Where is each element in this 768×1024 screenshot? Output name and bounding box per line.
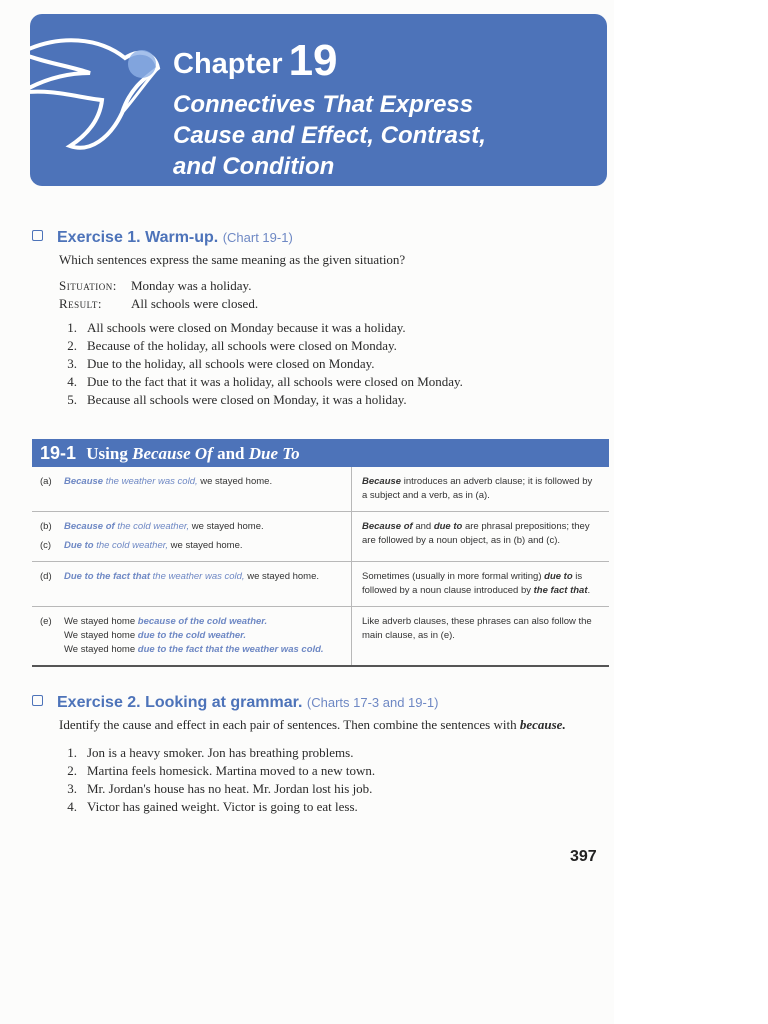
item-number: 2.	[67, 763, 77, 778]
chart-title-mid: and	[217, 444, 245, 463]
exercise-2	[32, 694, 614, 816]
chart-number: 19-1	[40, 443, 77, 463]
exercise-2-instruction	[59, 716, 614, 734]
highlight-bold: Because of	[64, 521, 115, 532]
exercise-2-name: Exercise 2. Looking at grammar.	[57, 694, 303, 711]
item-number: 2.	[67, 338, 77, 353]
example-line	[40, 475, 345, 489]
example-text: we stayed home.	[168, 540, 243, 551]
chart-title	[32, 439, 609, 467]
chapter-number: 19	[288, 36, 338, 85]
note-text: Like adverb clauses, these phrases can also follow the main clause, as in (e).	[362, 616, 592, 641]
chart-row	[32, 607, 609, 667]
note-bold: due to	[544, 571, 573, 582]
item-text: Due to the holiday, all schools were closed on Monday.	[87, 356, 375, 371]
chapter-word: Chapter	[173, 48, 283, 80]
item-number: 3.	[67, 356, 77, 371]
chart-examples	[32, 607, 352, 665]
item-number: 1.	[67, 745, 77, 760]
example-text: We stayed home	[64, 616, 138, 627]
exercise-2-heading	[32, 694, 614, 716]
list-item	[59, 373, 614, 391]
checkbox-icon	[32, 695, 43, 706]
example-line	[40, 629, 345, 643]
note-text: .	[587, 585, 591, 596]
exercise-1-name: Exercise 1. Warm-up.	[57, 229, 219, 246]
list-item	[59, 391, 614, 409]
result-text: All schools were closed.	[131, 296, 259, 311]
chart-row	[32, 467, 609, 512]
page-number: 397	[570, 848, 597, 865]
highlight-bold: Because	[64, 476, 104, 487]
highlight-bold: because of the cold weather.	[137, 616, 268, 627]
list-item	[59, 355, 614, 373]
example-text: we stayed home.	[244, 571, 320, 582]
chart-examples	[32, 512, 352, 561]
chart-row	[32, 562, 609, 607]
example-text: we stayed home.	[197, 476, 273, 487]
item-text: Because all schools were closed on Monday, it was a holiday.	[87, 392, 407, 407]
example-line	[40, 539, 345, 553]
list-item	[59, 780, 614, 798]
item-text: Jon is a heavy smoker. Jon has breathing problems.	[87, 745, 354, 760]
example-tag	[40, 643, 64, 657]
example-text: We stayed home	[64, 644, 138, 655]
note-bold: due to	[433, 521, 463, 532]
chapter-title	[173, 89, 593, 182]
chart-title-a: Because Of	[132, 444, 213, 463]
situation-block	[59, 277, 614, 313]
chart-explanation	[352, 467, 609, 511]
list-item	[59, 319, 614, 337]
item-number: 4.	[67, 374, 77, 389]
chart-row	[32, 512, 609, 562]
list-item	[59, 337, 614, 355]
chart-explanation	[352, 607, 609, 665]
item-text: Victor has gained weight. Victor is going to eat less.	[87, 799, 358, 814]
chapter-title-line: Connectives That Express	[173, 91, 474, 118]
example-tag	[40, 629, 64, 643]
chart-title-b: Due To	[248, 444, 300, 463]
chart-title-pre: Using	[86, 444, 128, 463]
example-text: We stayed home	[64, 630, 138, 641]
note-bold: the fact that	[533, 585, 588, 596]
example-line	[40, 570, 345, 584]
instruction-text: Identify the cause and effect in each pair of sentences. Then combine the sentences with	[59, 717, 517, 732]
list-item	[59, 744, 614, 762]
chapter-heading	[173, 36, 338, 86]
note-text: Sometimes (usually in more formal writing)	[362, 571, 545, 582]
exercise-1-heading	[32, 229, 614, 251]
item-text: Mr. Jordan's house has no heat. Mr. Jordan lost his job.	[87, 781, 373, 796]
exercise-1-instruction: Which sentences express the same meaning as the given situation?	[59, 252, 406, 267]
chapter-title-line: and Condition	[173, 153, 335, 180]
list-item	[59, 762, 614, 780]
example-tag: (e)	[40, 616, 52, 627]
bird-logo-icon	[30, 28, 170, 168]
example-tag: (a)	[40, 476, 52, 487]
exercise-2-chart-ref: (Charts 17-3 and 19-1)	[306, 695, 439, 710]
note-text: introduces an adverb clause; it is followed by a subject and a verb, as in (a).	[362, 476, 593, 501]
item-number: 5.	[67, 392, 77, 407]
highlight-bold: due to the fact that the weather was cold.	[137, 644, 324, 655]
chapter-title-line: Cause and Effect, Contrast,	[173, 122, 486, 149]
chapter-banner	[30, 14, 607, 186]
checkbox-icon	[32, 230, 43, 241]
chart-examples	[32, 562, 352, 606]
exercise-1	[32, 229, 614, 409]
item-number: 4.	[67, 799, 77, 814]
chart-explanation	[352, 512, 609, 561]
item-text: Due to the fact that it was a holiday, all schools were closed on Monday.	[87, 374, 463, 389]
exercise-1-chart-ref: (Chart 19-1)	[222, 230, 293, 245]
item-number: 1.	[67, 320, 77, 335]
item-text: Martina feels homesick. Martina moved to a new town.	[87, 763, 376, 778]
example-tag: (d)	[40, 571, 52, 582]
list-item	[59, 798, 614, 816]
note-bold: Because of	[362, 521, 413, 532]
instruction-keyword: because.	[519, 717, 566, 732]
grammar-chart	[32, 439, 609, 667]
example-tag: (c)	[40, 540, 52, 551]
highlight-bold: due to the cold weather.	[137, 630, 246, 641]
result-label: Result:	[59, 296, 102, 311]
chart-explanation	[352, 562, 609, 606]
highlight-text: the cold weather,	[93, 540, 169, 551]
note-text: are phrasal prepositions; they are followed by a noun object, as in (b) and (c).	[362, 521, 590, 546]
example-line	[40, 643, 345, 657]
situation-text: Monday was a holiday.	[131, 278, 252, 293]
note-bold: Because	[362, 476, 402, 487]
example-line	[40, 615, 345, 629]
highlight-text: the weather was cold,	[150, 571, 245, 582]
example-line	[40, 520, 345, 534]
item-number: 3.	[67, 781, 77, 796]
situation-label: Situation:	[59, 278, 117, 293]
highlight-bold: Due to	[64, 540, 94, 551]
item-text: Because of the holiday, all schools were closed on Monday.	[87, 338, 397, 353]
example-tag: (b)	[40, 521, 52, 532]
highlight-bold: Due to the fact that	[64, 571, 151, 582]
exercise-2-list	[59, 744, 614, 816]
item-text: All schools were closed on Monday because it was a holiday.	[87, 320, 406, 335]
note-text: is followed by a noun clause introduced by	[362, 571, 583, 596]
exercise-1-list	[59, 319, 614, 409]
example-text: we stayed home.	[189, 521, 264, 532]
chart-examples	[32, 467, 352, 511]
highlight-text: the weather was cold,	[103, 476, 198, 487]
highlight-text: the cold weather,	[114, 521, 190, 532]
note-text: and	[412, 521, 434, 532]
